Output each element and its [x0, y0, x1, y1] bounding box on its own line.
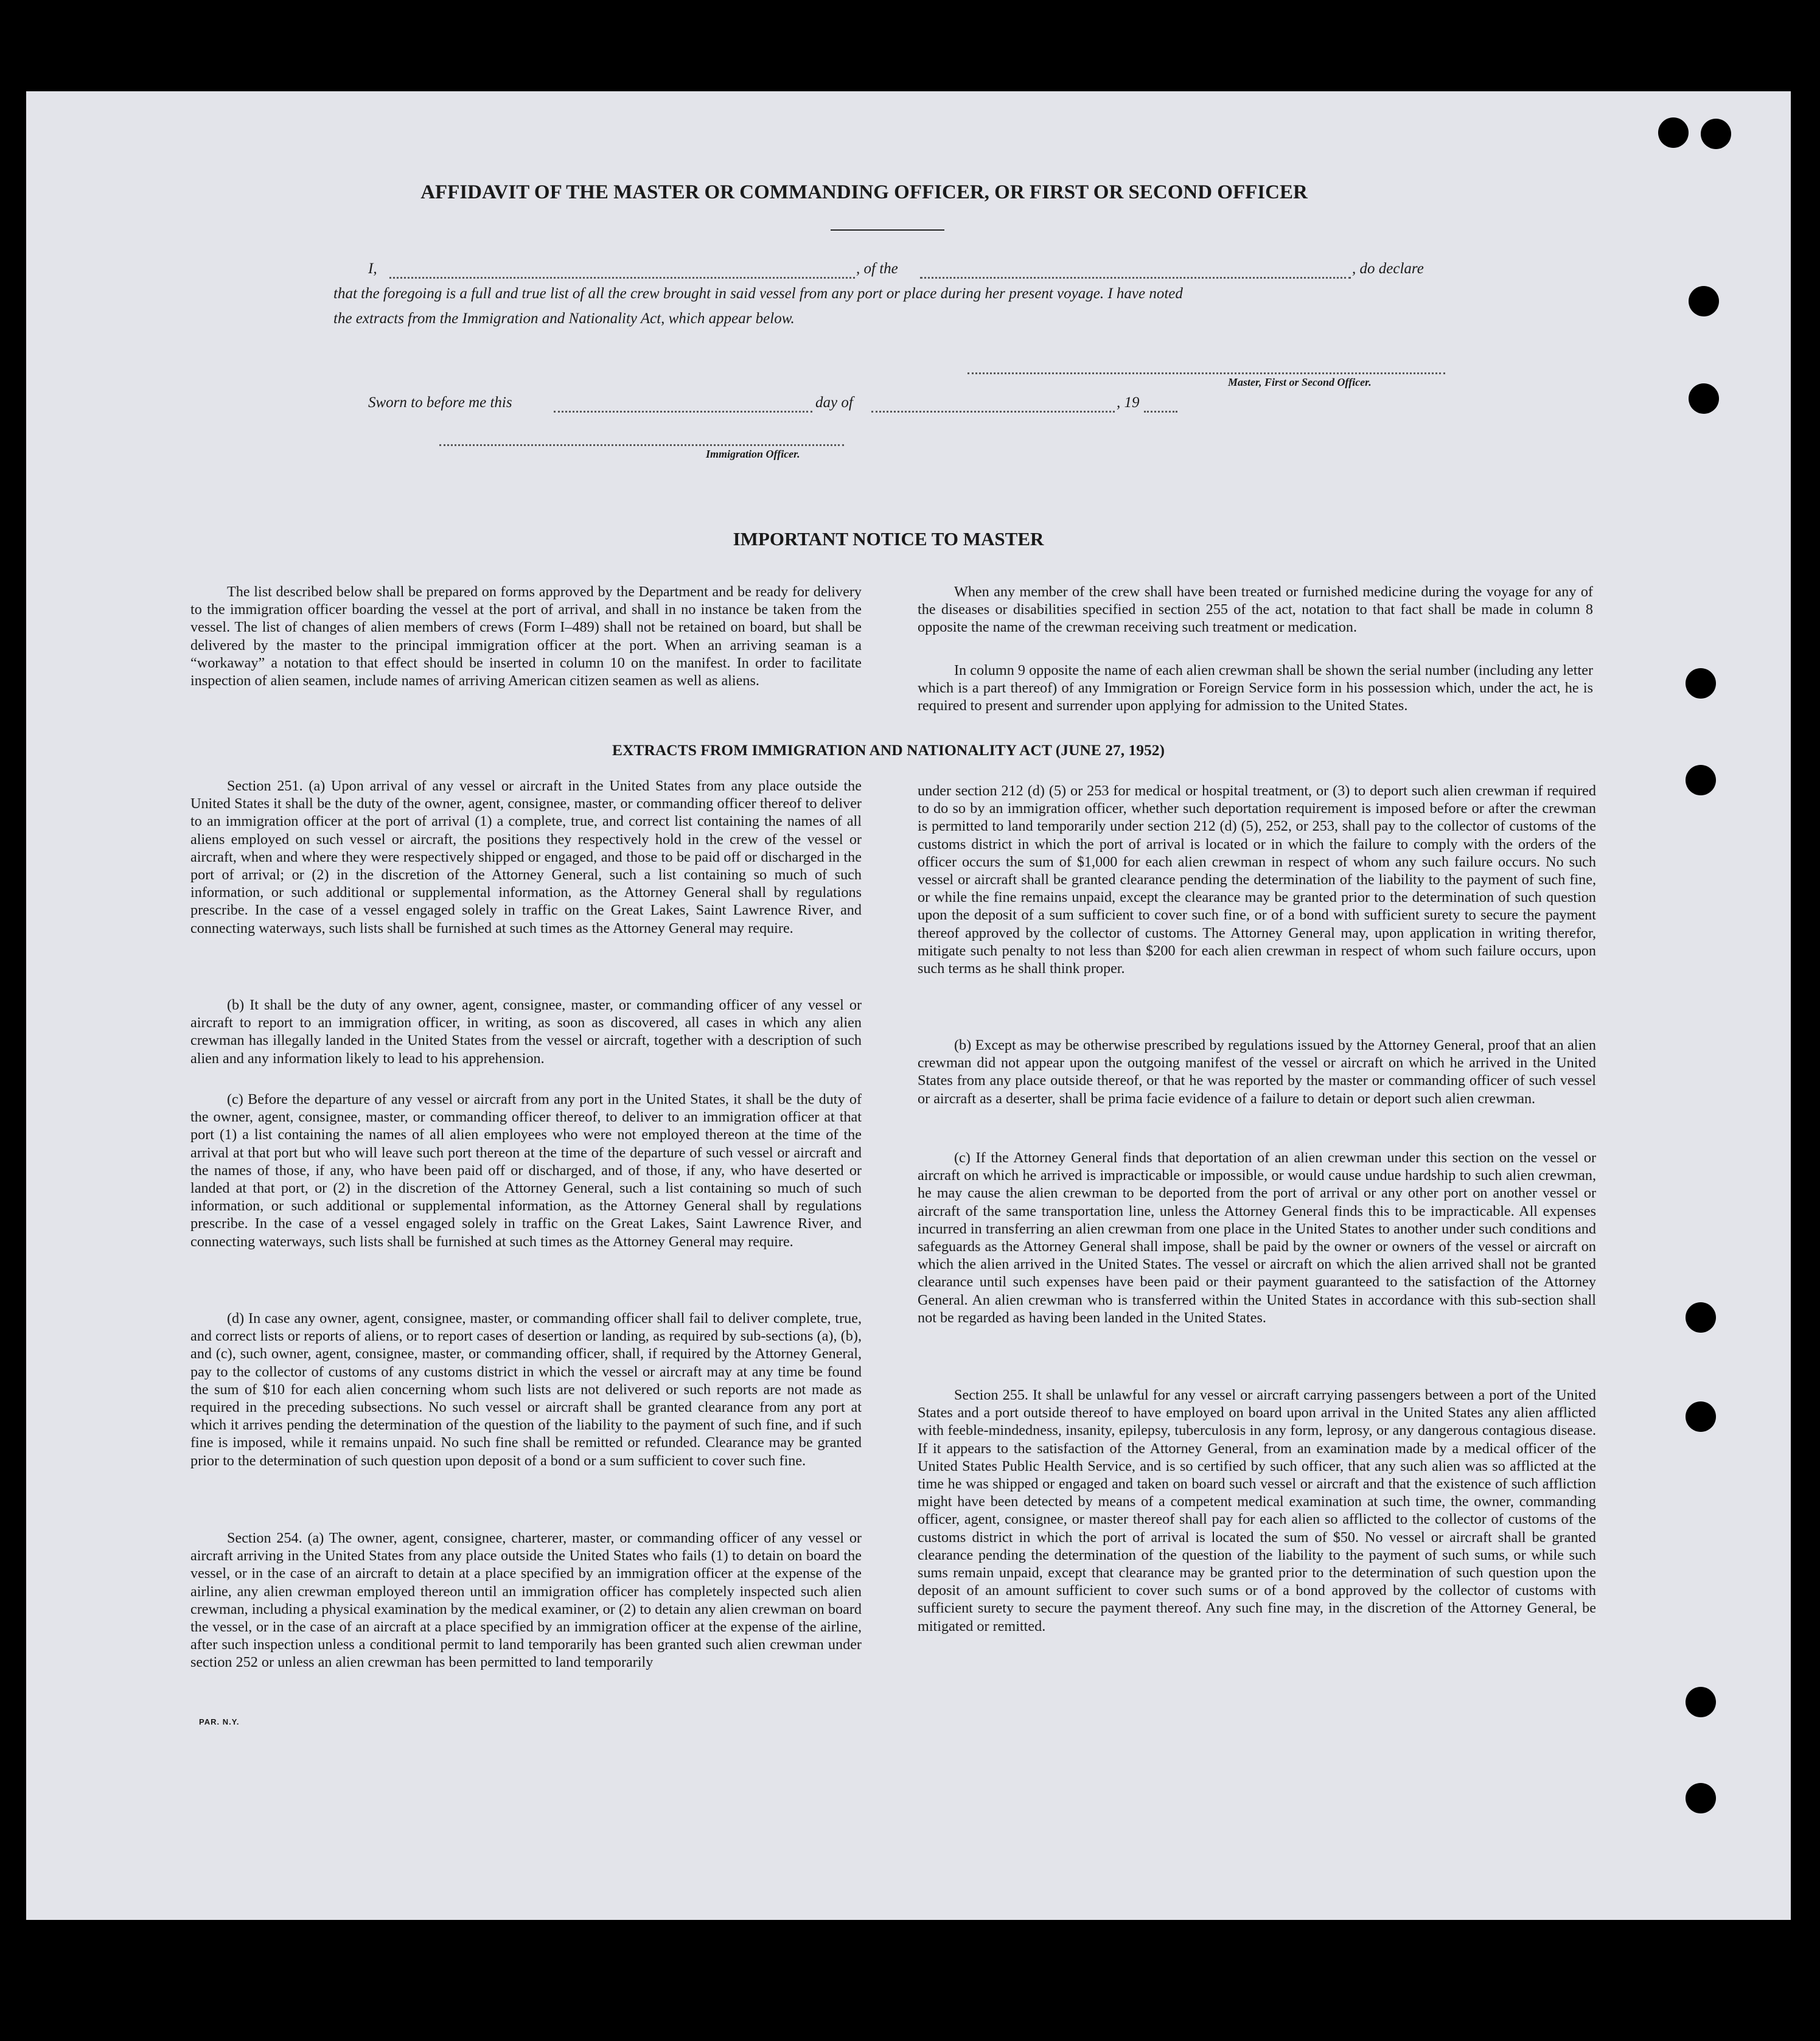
- extract-section-255: Section 255. It shall be unlawful for any vessel or aircraft carrying passengers between a port of the United States and a port outside thereof to have employed on board upon arrival in the United States any alien afflicted with feeble-mindedness, insanity, epilepsy, tuberculosis in any form, leprosy, or any dangerous contagious disease. If it appears to the satisfaction of the Attorney General, from an examination made by a medical officer of the United States Public Health Service, and is so certified by such officer, that any such alien was so afflicted at the time he was shipped or engaged and taken on board such vessel or aircraft and that the existence of such affliction might have been detected by means of a competent medical examination at such time, the owner, commanding officer, agent, consignee, or master thereof shall pay for each alien so afflicted to the collector of customs of the customs district in which the port of arrival is located the sum of $50. No vessel or aircraft shall be granted clearance pending the determination of the question of the liability to the payment of such sums, or while such sums remain unpaid, except that clearance may be granted prior to the determination of such question upon the deposit of an amount sufficient to cover such sums or of a bond approved by the collector of customs with sufficient surety to secure the payment thereof. Any such fine may, in the discretion of the Attorney General, be mitigated or remitted.: [918, 1387, 1596, 1635]
- notice-right-paragraph-1: When any member of the crew shall have been treated or furnished medicine during the voyage for any of the diseases or disabilities specified in section 255 of the act, notation to that fact shall be made in column 8 opposite the name of the crewman receiving such treatment or medication.: [918, 584, 1593, 636]
- punch-hole: [1686, 765, 1716, 795]
- title-underline: [831, 229, 944, 231]
- declaration-line-1: that the foregoing is a full and true list of all the crew brought in said vessel from any port or place during her present voyage. I have noted: [333, 285, 1183, 302]
- sworn-day-field[interactable]: [554, 411, 812, 413]
- extract-section-251-b: (b) It shall be the duty of any owner, agent, consignee, master, or commanding officer of any vessel or aircraft to report to an immigration officer, in writing, as soon as discovered, all cases in which any alien crewman has illegally landed in the United States from the vessel or aircraft, together with a description of such alien and any information likely to lead to his apprehension.: [190, 997, 862, 1067]
- immigration-officer-signature-field[interactable]: [439, 444, 844, 446]
- notice-right-paragraph-2: In column 9 opposite the name of each alien crewman shall be shown the serial number (including any letter which is a part thereof) of any Immigration or Foreign Service form in his possession which, under the act, he is required to present and surrender upon applying for admission to the United States.: [918, 662, 1593, 714]
- extract-section-254-b: (b) Except as may be otherwise prescribed by regulations issued by the Attorney General, proof that an alien crewman did not appear upon the outgoing manifest of the vessel or aircraft on which he arrived in the United States from any place outside thereof, or that he was reported by the master or commanding officer of such vessel or aircraft as a deserter, shall be prima facie evidence of a failure to detain or deport such alien crewman.: [918, 1037, 1596, 1107]
- extract-section-254-c: (c) If the Attorney General finds that deportation of an alien crewman under this section on the vessel or aircraft on which he arrived is impracticable or impossible, or would cause undue hardship to such alien crewman, he may cause the alien crewman to be deported from the port of arrival or any other port on another vessel or aircraft of the same transportation line, unless the Attorney General finds this to be impracticable. All expenses incurred in transferring an alien crewman from one place in the United States to another under such conditions and safeguards as the Attorney General shall impose, shall be paid by the owner or owners of the vessel or aircraft on which the alien arrived in the United States. The vessel or aircraft on which the alien arrived shall not be granted clearance until such expenses have been paid or their payment guaranteed to the satisfaction of the Attorney General. An alien crewman who is transferred within the United States in accordance with this sub-section shall not be regarded as having been landed in the United States.: [918, 1150, 1596, 1326]
- punch-hole: [1689, 286, 1719, 316]
- sworn-label: Sworn to before me this: [368, 394, 512, 411]
- extract-section-251-a: Section 251. (a) Upon arrival of any vessel or aircraft in the United States from any place outside the United States it shall be the duty of the owner, agent, consignee, master, or commanding officer thereof to deliver to an immigration officer at the port of arrival (1) a complete, true, and correct list containing the names of all aliens employed on such vessel or aircraft, the positions they respectively hold in the crew of the vessel or aircraft, when and where they were respectively shipped or engaged, and those to be paid off or discharged in the port of arrival; or (2) in the discretion of the Attorney General, such a list containing so much of such information, or such additional or supplemental information, as the Attorney General shall by regulations prescribe. In the case of a vessel engaged solely in traffic on the Great Lakes, Saint Lawrence River, and connecting waterways, such lists shall be furnished at such times as the Attorney General may require.: [190, 778, 862, 937]
- of-the-label: , of the: [856, 260, 898, 277]
- printer-mark: PAR. N.Y.: [199, 1717, 240, 1726]
- extracts-title: EXTRACTS FROM IMMIGRATION AND NATIONALITY ACT (JUNE 27, 1952): [612, 741, 1165, 759]
- vessel-field[interactable]: [920, 277, 1351, 279]
- extract-section-254-a: Section 254. (a) The owner, agent, consignee, charterer, master, or commanding officer of any vessel or aircraft arriving in the United States from any place outside the United States who fails (1) to detain on board the vessel, or in the case of an aircraft to detain at a place specified by an immigration officer at the expense of the airline, any alien crewman employed thereon until an immigration officer has completely inspected such alien crewman, including a physical examination by the medical examiner, or (2) to detain any alien crewman on board the vessel, or in the case of an aircraft at a place specified by an immigration officer at the expense of the airline, after such inspection unless a conditional permit to land temporarily has been granted such alien crewman under section 252 or unless an alien crewman has been permitted to land temporarily: [190, 1530, 862, 1671]
- sworn-year-field[interactable]: [1144, 411, 1177, 413]
- i-label: I,: [368, 260, 377, 277]
- extract-section-251-d: (d) In case any owner, agent, consignee, master, or commanding officer shall fail to deliver complete, true, and correct lists or reports of aliens, or to report cases of desertion or landing, as required by sub-sections (a), (b), and (c), such owner, agent, consignee, master, or commanding officer, shall, if required by the Attorney General, pay to the collector of customs of any customs district in which the vessel or aircraft may at any time be found the sum of $10 for each alien concerning whom such lists are not delivered or such reports are not made as required in the preceding subsections. No such vessel or aircraft shall be granted clearance from any port at which it arrives pending the determination of the question of the liability to the payment of such fine, and if such fine is imposed, while it remains unpaid. No such fine shall be remitted or refunded. Clearance may be granted prior to the determination of such question upon deposit of a bond or a sum sufficient to cover such fine.: [190, 1310, 862, 1469]
- master-signature-label: Master, First or Second Officer.: [1228, 376, 1372, 388]
- extract-section-251-c: (c) Before the departure of any vessel or aircraft from any port in the United States, it shall be the duty of the owner, agent, consignee, master, or commanding officer thereof, to deliver to an immigration officer at that port (1) a list containing the names of all alien employees who were not employed thereon at the time of the arrival at that port but who will leave such port thereon at the time of the departure of such vessel or aircraft and the names of those, if any, who have been paid off or discharged, and of those, if any, who have deserted or landed at that port, or (2) in the discretion of the Attorney General, such a list containing so much of such information, or such additional or supplemental information, as the Attorney General shall by regulations prescribe. In the case of a vessel engaged solely in traffic on the Great Lakes, Saint Lawrence River, and connecting waterways, such lists shall be furnished at such times as the Attorney General may require.: [190, 1091, 862, 1250]
- sworn-month-field[interactable]: [871, 411, 1115, 413]
- name-field[interactable]: [389, 277, 855, 279]
- do-declare-label: , do declare: [1352, 260, 1424, 277]
- punch-hole: [1686, 1687, 1716, 1717]
- punch-hole: [1658, 117, 1689, 148]
- punch-hole: [1686, 1302, 1716, 1333]
- master-signature-field[interactable]: [968, 372, 1445, 374]
- extract-section-254-a-continued: under section 212 (d) (5) or 253 for medical or hospital treatment, or (3) to deport such alien crewman if required to do so by an immigration officer, whether such deportation requirement is imposed before or after the crewman is permitted to land temporarily under section 212 (d) (5), 252, or 253, shall pay to the collector of customs of the customs district in which the port of arrival is located or in which the failure to comply with the orders of the officer occurs the sum of $1,000 for each alien crewman in respect of whom any such failure occurs. No such vessel or aircraft shall be granted clearance pending the determination of the liability to the payment of such fine, or while the fine remains unpaid, except the clearance may be granted prior to the determination of such question upon the deposit of a sum sufficient to cover such fine, or of a bond with sufficient surety to secure the payment thereof approved by the collector of customs. The Attorney General may, upon application in writing therefor, mitigate such penalty to not less than $200 for each alien crewman in respect of whom such failure occurs, upon such terms as he shall think proper.: [918, 783, 1596, 977]
- punch-hole: [1701, 119, 1731, 149]
- punch-hole: [1686, 1401, 1716, 1432]
- year-label: , 19: [1117, 394, 1140, 411]
- punch-hole: [1686, 1783, 1716, 1813]
- punch-hole: [1689, 383, 1719, 414]
- declaration-line-2: the extracts from the Immigration and Nationality Act, which appear below.: [333, 310, 795, 327]
- notice-left-paragraph: The list described below shall be prepared on forms approved by the Department and be ready for delivery to the immigration officer boarding the vessel at the port of arrival, and shall in no instance be taken from the vessel. The list of changes of alien members of crews (Form I–489) shall not be retained on board, but shall be delivered by the master to the principal immigration officer at the port. When an arriving seaman is a “workaway” a notation to that effect should be inserted in column 10 on the manifest. In order to facilitate inspection of alien seamen, include names of arriving American citizen seamen as well as aliens.: [190, 584, 862, 689]
- immigration-officer-label: Immigration Officer.: [706, 448, 800, 460]
- day-of-label: day of: [815, 394, 853, 411]
- affidavit-title: AFFIDAVIT OF THE MASTER OR COMMANDING OFFICER, OR FIRST OR SECOND OFFICER: [420, 181, 1308, 203]
- punch-hole: [1686, 668, 1716, 699]
- notice-title: IMPORTANT NOTICE TO MASTER: [733, 528, 1044, 550]
